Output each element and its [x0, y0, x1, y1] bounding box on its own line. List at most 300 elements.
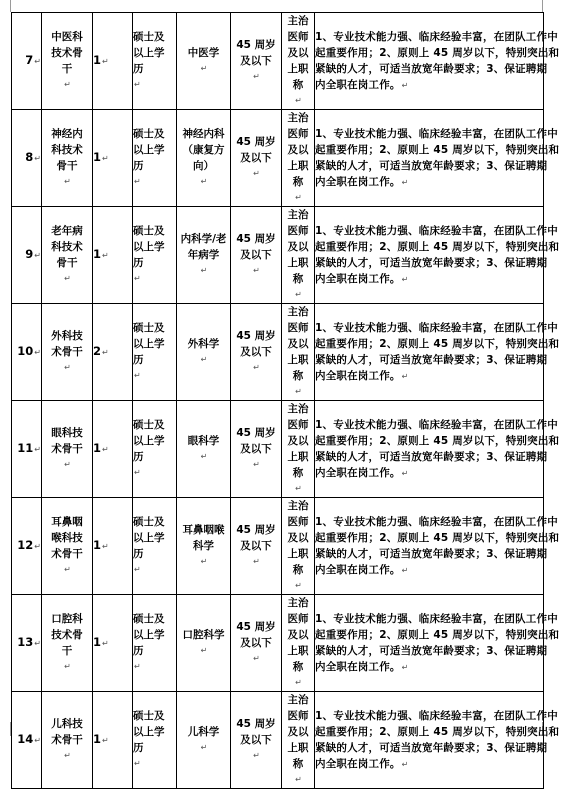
table-body	[12, 13, 560, 789]
paragraph-mark: ↵	[200, 177, 208, 186]
education-line: 历 ↵	[133, 61, 176, 93]
post-name-line: 神经内	[51, 128, 83, 140]
paragraph-mark: ↵	[401, 662, 409, 672]
title-line: 及以	[287, 629, 309, 641]
table-row	[12, 498, 544, 595]
age-line: 45 周岁	[236, 718, 276, 730]
paragraph-mark: ↵	[134, 274, 141, 283]
education	[133, 320, 176, 384]
requirements-line: 紧缺的人才，可适当放宽年龄要求；3、保证聘期	[315, 450, 548, 463]
paragraph-mark: ↵	[295, 775, 302, 784]
headcount-cell	[93, 13, 133, 110]
education	[133, 223, 176, 287]
requirements-line: 紧缺的人才，可适当放宽年龄要求；3、保证聘期	[315, 644, 548, 657]
requirements-line: 起重要作用；2、原则上 45 周岁以下，特别突出和	[315, 46, 560, 59]
crop-mark-right	[542, 0, 543, 12]
age-line: 及以下 ↵	[231, 635, 281, 667]
table-row	[12, 207, 544, 304]
paragraph-mark: ↵	[34, 445, 41, 454]
requirements-line: 起重要作用；2、原则上 45 周岁以下，特别突出和	[315, 240, 560, 253]
paragraph-mark: ↵	[134, 177, 141, 186]
education-cell	[133, 498, 177, 595]
title-line: 医师	[287, 322, 309, 334]
paragraph-mark: ↵	[401, 371, 409, 381]
requirements	[315, 514, 560, 579]
education-line: 硕士及	[133, 710, 165, 722]
post-name	[42, 29, 92, 93]
post-name-line: 术骨干 ↵	[42, 441, 92, 473]
paragraph-mark: ↵	[253, 557, 260, 566]
paragraph-mark: ↵	[401, 565, 409, 575]
title-line: 上职	[287, 742, 309, 754]
row-number: 12	[17, 538, 34, 552]
post-name-cell	[42, 207, 93, 304]
requirements-line: 起重要作用；2、原则上 45 周岁以下，特别突出和	[315, 725, 560, 738]
title-line: 称 ↵	[282, 562, 314, 594]
post-name-line: 外科技	[51, 330, 83, 342]
title-line: 及以	[287, 726, 309, 738]
education-line: 以上学	[133, 629, 165, 641]
title-line: 主治	[287, 306, 309, 318]
title-line: 及以	[287, 241, 309, 253]
title-line: 医师	[287, 419, 309, 431]
title-line: 上职	[287, 257, 309, 269]
education-cell	[133, 595, 177, 692]
education-line: 以上学	[133, 532, 165, 544]
title-line: 称 ↵	[282, 271, 314, 303]
title-line: 主治	[287, 112, 309, 124]
post-name-cell	[42, 595, 93, 692]
headcount-cell	[93, 207, 133, 304]
paragraph-mark: ↵	[200, 64, 208, 73]
age-requirement	[231, 231, 281, 279]
paragraph-mark: ↵	[401, 468, 409, 478]
crop-mark-left	[10, 0, 11, 12]
requirements-line: 起重要作用；2、原则上 45 周岁以下，特别突出和	[315, 531, 560, 544]
requirements-line: 内全职在岗工作。↵	[315, 660, 409, 673]
paragraph-mark: ↵	[401, 759, 409, 769]
requirements-line: 起重要作用；2、原则上 45 周岁以下，特别突出和	[315, 143, 560, 156]
age-cell	[231, 692, 282, 789]
post-name-cell	[42, 498, 93, 595]
paragraph-mark: ↵	[253, 460, 260, 469]
major-cell	[177, 304, 231, 401]
post-name-cell	[42, 304, 93, 401]
age-line: 及以下 ↵	[231, 538, 281, 570]
paragraph-mark: ↵	[253, 72, 260, 81]
requirements	[315, 320, 560, 385]
headcount: 1	[93, 635, 102, 649]
education-line: 硕士及	[133, 322, 165, 334]
paragraph-mark: ↵	[64, 177, 71, 186]
education-line: 以上学	[133, 241, 165, 253]
age-line: 45 周岁	[236, 136, 276, 148]
row-number-cell	[12, 207, 42, 304]
title-line: 主治	[287, 15, 309, 27]
post-name-cell	[42, 13, 93, 110]
requirements-cell	[315, 692, 560, 789]
row-number: 9	[25, 247, 34, 261]
title-line: 主治	[287, 500, 309, 512]
title-line: 及以	[287, 47, 309, 59]
major	[177, 45, 230, 77]
headcount: 1	[93, 732, 102, 746]
requirements-cell	[315, 110, 560, 207]
education-cell	[133, 110, 177, 207]
age-requirement	[231, 619, 281, 667]
professional-title	[282, 692, 314, 788]
paragraph-mark: ↵	[295, 290, 302, 299]
paragraph-mark: ↵	[200, 355, 208, 364]
education-cell	[133, 207, 177, 304]
age-cell	[231, 304, 282, 401]
age-line: 及以下 ↵	[231, 441, 281, 473]
professional-title	[282, 110, 314, 206]
row-number: 14	[17, 732, 34, 746]
requirements-line: 紧缺的人才，可适当放宽年龄要求；3、保证聘期	[315, 547, 548, 560]
post-name-line: 术骨干 ↵	[42, 344, 92, 376]
age-cell	[231, 595, 282, 692]
requirements-line: 1、专业技术能力强、临床经验丰富，在团队工作中	[315, 127, 558, 140]
title-cell	[282, 595, 315, 692]
title-line: 称 ↵	[282, 174, 314, 206]
requirements-cell	[315, 207, 560, 304]
education-line: 以上学	[133, 144, 165, 156]
major-line: 科学 ↵	[177, 538, 230, 570]
paragraph-mark: ↵	[34, 639, 41, 648]
education-line: 硕士及	[133, 516, 165, 528]
post-name-line: 老年病	[51, 225, 83, 237]
major-line: （康复方	[182, 144, 225, 156]
row-number: 11	[17, 441, 34, 455]
row-number-cell	[12, 692, 42, 789]
requirements-line: 1、专业技术能力强、临床经验丰富，在团队工作中	[315, 30, 558, 43]
post-name-line: 术骨干 ↵	[42, 732, 92, 764]
title-line: 上职	[287, 645, 309, 657]
requirements-line: 内全职在岗工作。↵	[315, 757, 409, 770]
paragraph-mark: ↵	[134, 80, 141, 89]
requirements-line: 1、专业技术能力强、临床经验丰富，在团队工作中	[315, 515, 558, 528]
title-line: 及以	[287, 338, 309, 350]
title-line: 称 ↵	[282, 756, 314, 788]
requirements-cell	[315, 13, 560, 110]
post-name-line: 口腔科	[51, 613, 83, 625]
post-name-line: 骨干 ↵	[42, 158, 92, 190]
title-line: 主治	[287, 694, 309, 706]
paragraph-mark: ↵	[102, 542, 109, 551]
major-line: 口腔科学 ↵	[177, 627, 230, 659]
age-line: 45 周岁	[236, 427, 276, 439]
major	[177, 627, 230, 659]
title-line: 及以	[287, 435, 309, 447]
requirements-line: 紧缺的人才，可适当放宽年龄要求；3、保证聘期	[315, 353, 548, 366]
requirements-line: 内全职在岗工作。↵	[315, 175, 409, 188]
professional-title	[282, 304, 314, 400]
paragraph-mark: ↵	[134, 759, 141, 768]
education-line: 历 ↵	[133, 546, 176, 578]
paragraph-mark: ↵	[102, 251, 109, 260]
major-cell	[177, 401, 231, 498]
age-requirement	[231, 37, 281, 85]
major-line: 眼科学 ↵	[177, 433, 230, 465]
major	[177, 433, 230, 465]
paragraph-mark: ↵	[200, 452, 208, 461]
table-row	[12, 304, 544, 401]
age-cell	[231, 207, 282, 304]
post-name	[42, 611, 92, 675]
paragraph-mark: ↵	[34, 251, 41, 260]
row-number-cell	[12, 13, 42, 110]
age-line: 及以下 ↵	[231, 344, 281, 376]
major-line: 耳鼻咽喉	[182, 524, 225, 536]
title-line: 主治	[287, 597, 309, 609]
major	[177, 231, 230, 279]
paragraph-mark: ↵	[295, 387, 302, 396]
title-line: 医师	[287, 516, 309, 528]
post-name-line: 技术骨	[51, 47, 83, 59]
paragraph-mark: ↵	[295, 581, 302, 590]
requirements-line: 起重要作用；2、原则上 45 周岁以下，特别突出和	[315, 434, 560, 447]
age-line: 45 周岁	[236, 330, 276, 342]
paragraph-mark: ↵	[401, 80, 409, 90]
post-name-line: 耳鼻咽	[51, 516, 83, 528]
title-cell	[282, 692, 315, 789]
title-cell	[282, 110, 315, 207]
education-line: 历 ↵	[133, 158, 176, 190]
paragraph-mark: ↵	[64, 80, 71, 89]
title-line: 称 ↵	[282, 77, 314, 109]
education-cell	[133, 304, 177, 401]
requirements-cell	[315, 498, 560, 595]
paragraph-mark: ↵	[401, 274, 409, 284]
requirements-line: 紧缺的人才，可适当放宽年龄要求；3、保证聘期	[315, 159, 548, 172]
age-line: 45 周岁	[236, 524, 276, 536]
major-cell	[177, 498, 231, 595]
education-line: 以上学	[133, 435, 165, 447]
age-line: 45 周岁	[236, 233, 276, 245]
major-cell	[177, 595, 231, 692]
major-line: 儿科学 ↵	[177, 724, 230, 756]
paragraph-mark: ↵	[102, 57, 109, 66]
post-name	[42, 716, 92, 764]
requirements-line: 1、专业技术能力强、临床经验丰富，在团队工作中	[315, 612, 558, 625]
requirements-line: 内全职在岗工作。↵	[315, 78, 409, 91]
paragraph-mark: ↵	[134, 565, 141, 574]
row-number: 8	[25, 150, 34, 164]
row-number: 13	[17, 635, 34, 649]
headcount: 2	[93, 344, 102, 358]
education-cell	[133, 692, 177, 789]
requirements-line: 内全职在岗工作。↵	[315, 563, 409, 576]
requirements-line: 内全职在岗工作。↵	[315, 466, 409, 479]
requirements-cell	[315, 401, 560, 498]
education	[133, 514, 176, 578]
paragraph-mark: ↵	[64, 363, 71, 372]
requirements-line: 1、专业技术能力强、临床经验丰富，在团队工作中	[315, 224, 558, 237]
title-line: 上职	[287, 354, 309, 366]
professional-title	[282, 595, 314, 691]
post-name-cell	[42, 110, 93, 207]
paragraph-mark: ↵	[102, 154, 109, 163]
education-line: 硕士及	[133, 31, 165, 43]
education-line: 以上学	[133, 726, 165, 738]
age-requirement	[231, 522, 281, 570]
title-line: 及以	[287, 532, 309, 544]
paragraph-mark: ↵	[102, 736, 109, 745]
paragraph-mark: ↵	[295, 678, 302, 687]
title-line: 医师	[287, 225, 309, 237]
major	[177, 724, 230, 756]
title-cell	[282, 401, 315, 498]
post-name	[42, 223, 92, 287]
age-cell	[231, 498, 282, 595]
headcount-cell	[93, 110, 133, 207]
paragraph-mark: ↵	[134, 468, 141, 477]
requirements	[315, 29, 560, 94]
paragraph-mark: ↵	[295, 484, 302, 493]
major	[177, 126, 230, 190]
education	[133, 29, 176, 93]
education-line: 历 ↵	[133, 643, 176, 675]
title-line: 及以	[287, 144, 309, 156]
row-number: 7	[25, 53, 34, 67]
age-requirement	[231, 425, 281, 473]
education-line: 以上学	[133, 338, 165, 350]
paragraph-mark: ↵	[34, 736, 41, 745]
paragraph-mark: ↵	[401, 177, 409, 187]
major	[177, 522, 230, 570]
title-line: 称 ↵	[282, 368, 314, 400]
table-row	[12, 110, 544, 207]
headcount: 1	[93, 150, 102, 164]
title-line: 医师	[287, 31, 309, 43]
education	[133, 611, 176, 675]
paragraph-mark: ↵	[34, 57, 41, 66]
paragraph-mark: ↵	[64, 662, 71, 671]
row-number: 10	[17, 344, 34, 358]
paragraph-mark: ↵	[253, 266, 260, 275]
post-name	[42, 126, 92, 190]
major-line: 向） ↵	[177, 158, 230, 190]
paragraph-mark: ↵	[253, 169, 260, 178]
major	[177, 336, 230, 368]
post-name-line: 儿科技	[51, 718, 83, 730]
paragraph-mark: ↵	[200, 557, 208, 566]
post-name-cell	[42, 692, 93, 789]
title-line: 主治	[287, 403, 309, 415]
education-line: 历 ↵	[133, 740, 176, 772]
professional-title	[282, 13, 314, 109]
headcount-cell	[93, 304, 133, 401]
major-cell	[177, 110, 231, 207]
major-line: 外科学 ↵	[177, 336, 230, 368]
paragraph-mark: ↵	[253, 654, 260, 663]
title-line: 称 ↵	[282, 465, 314, 497]
recruitment-table	[11, 12, 560, 789]
professional-title	[282, 207, 314, 303]
age-line: 及以下 ↵	[231, 150, 281, 182]
post-name-line: 科技术	[51, 144, 83, 156]
education	[133, 417, 176, 481]
paragraph-mark: ↵	[64, 460, 71, 469]
row-number-cell	[12, 498, 42, 595]
headcount: 1	[93, 538, 102, 552]
requirements	[315, 223, 560, 288]
education-cell	[133, 401, 177, 498]
title-cell	[282, 498, 315, 595]
requirements-cell	[315, 595, 560, 692]
paragraph-mark: ↵	[253, 751, 260, 760]
education-cell	[133, 13, 177, 110]
title-line: 上职	[287, 63, 309, 75]
paragraph-mark: ↵	[34, 348, 41, 357]
title-line: 主治	[287, 209, 309, 221]
title-cell	[282, 207, 315, 304]
education	[133, 126, 176, 190]
post-name-line: 术骨干 ↵	[42, 546, 92, 578]
requirements-line: 紧缺的人才，可适当放宽年龄要求；3、保证聘期	[315, 256, 548, 269]
paragraph-mark: ↵	[34, 542, 41, 551]
requirements-line: 1、专业技术能力强、临床经验丰富，在团队工作中	[315, 418, 558, 431]
major-cell	[177, 692, 231, 789]
paragraph-mark: ↵	[134, 662, 141, 671]
age-cell	[231, 110, 282, 207]
major-cell	[177, 13, 231, 110]
requirements-line: 紧缺的人才，可适当放宽年龄要求；3、保证聘期	[315, 62, 548, 75]
post-name-line: 干 ↵	[42, 61, 92, 93]
headcount: 1	[93, 441, 102, 455]
requirements	[315, 417, 560, 482]
post-name-cell	[42, 401, 93, 498]
post-name	[42, 425, 92, 473]
headcount: 1	[93, 53, 102, 67]
education-line: 硕士及	[133, 613, 165, 625]
major-line: 内科学/老	[180, 233, 227, 245]
table-row	[12, 13, 544, 110]
age-line: 及以下 ↵	[231, 732, 281, 764]
paragraph-mark: ↵	[64, 274, 71, 283]
headcount-cell	[93, 498, 133, 595]
title-cell	[282, 304, 315, 401]
post-name-line: 干 ↵	[42, 643, 92, 675]
requirements-line: 紧缺的人才，可适当放宽年龄要求；3、保证聘期	[315, 741, 548, 754]
education-line: 历 ↵	[133, 352, 176, 384]
age-requirement	[231, 134, 281, 182]
age-cell	[231, 401, 282, 498]
age-line: 45 周岁	[236, 39, 276, 51]
education	[133, 708, 176, 772]
paragraph-mark: ↵	[200, 646, 208, 655]
education-line: 硕士及	[133, 225, 165, 237]
requirements-line: 起重要作用；2、原则上 45 周岁以下，特别突出和	[315, 337, 560, 350]
row-number-cell	[12, 401, 42, 498]
paragraph-mark: ↵	[64, 751, 71, 760]
row-number-cell	[12, 304, 42, 401]
headcount-cell	[93, 401, 133, 498]
table-row	[12, 595, 544, 692]
post-name-line: 骨干 ↵	[42, 255, 92, 287]
post-name-line: 喉科技	[51, 532, 83, 544]
paragraph-mark: ↵	[295, 96, 302, 105]
professional-title	[282, 498, 314, 594]
post-name-line: 眼科技	[51, 427, 83, 439]
requirements	[315, 708, 560, 773]
paragraph-mark: ↵	[64, 565, 71, 574]
education-line: 硕士及	[133, 128, 165, 140]
paragraph-mark: ↵	[200, 743, 208, 752]
title-line: 称 ↵	[282, 659, 314, 691]
row-number-cell	[12, 110, 42, 207]
